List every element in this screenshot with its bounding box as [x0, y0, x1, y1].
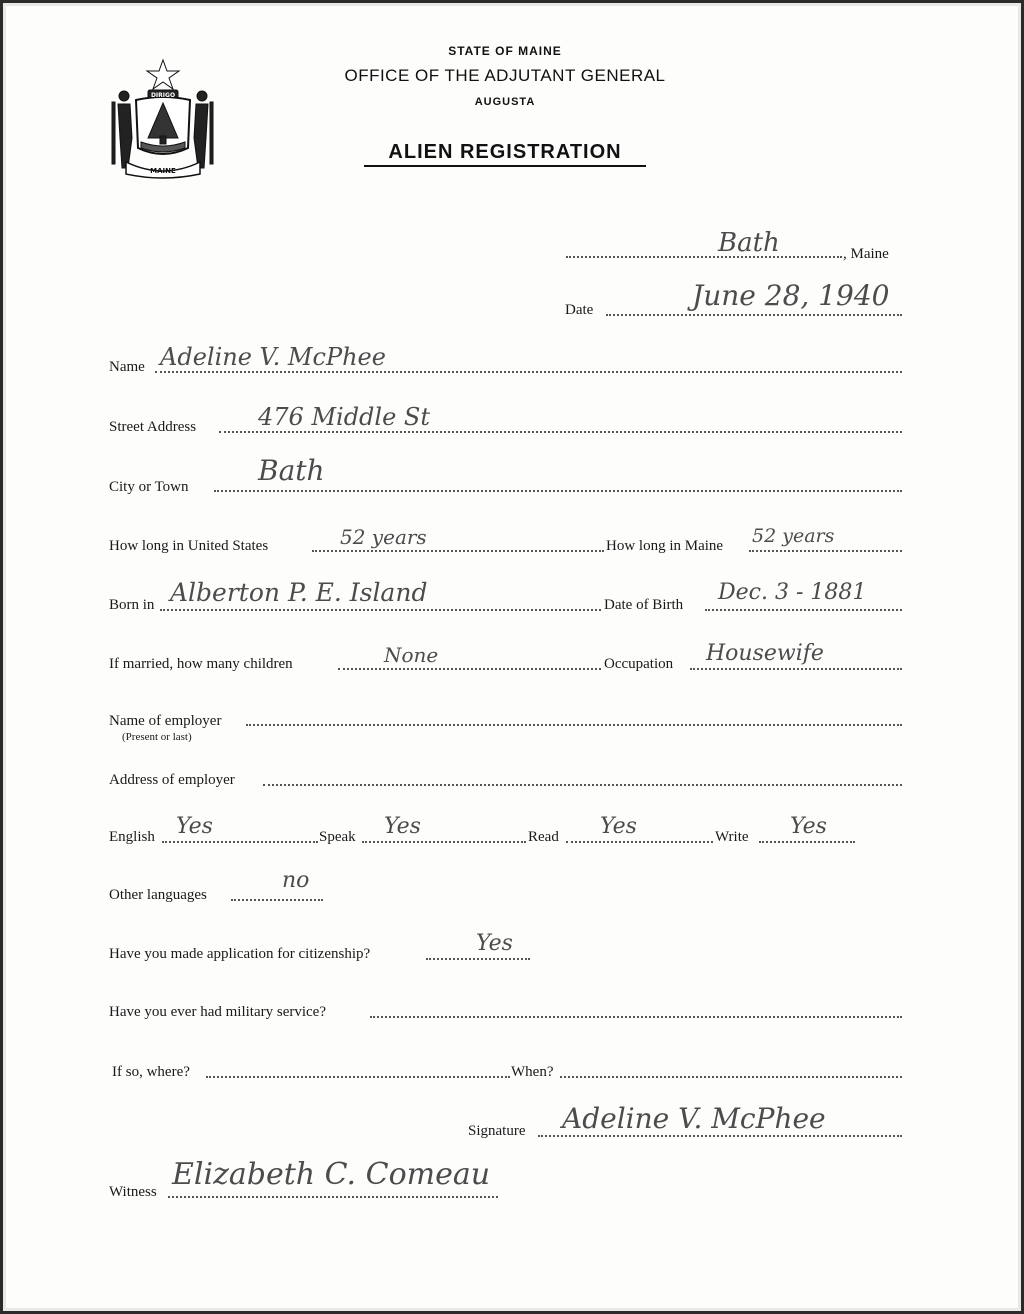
name-label: Name [109, 359, 145, 375]
date-value[interactable]: June 28, 1940 [692, 279, 890, 312]
employer-name-label: Name of employer [109, 713, 222, 729]
citizenship-value[interactable]: Yes [476, 931, 513, 956]
citizenship-line [426, 958, 530, 960]
state-heading: STATE OF MAINE [448, 44, 562, 58]
born-in-value[interactable]: Alberton P. E. Island [170, 578, 428, 607]
signature-value[interactable]: Adeline V. McPhee [562, 1102, 826, 1135]
read-value[interactable]: Yes [600, 814, 637, 839]
witness-line [168, 1196, 498, 1198]
children-line [338, 668, 601, 670]
street-address-value[interactable]: 476 Middle St [258, 403, 431, 431]
place-line [566, 256, 842, 258]
children-value[interactable]: None [384, 643, 439, 667]
english-value[interactable]: Yes [176, 814, 213, 839]
city-heading: AUGUSTA [474, 96, 536, 108]
how-long-maine-value[interactable]: 52 years [752, 525, 835, 547]
born-in-label: Born in [109, 597, 155, 613]
date-of-birth-value[interactable]: Dec. 3 - 1881 [718, 580, 867, 605]
employer-address-line [263, 784, 902, 786]
military-label: Have you ever had military service? [109, 1004, 326, 1020]
read-label: Read [528, 829, 559, 845]
write-value[interactable]: Yes [790, 814, 827, 839]
date-line [606, 314, 902, 316]
english-label: English [109, 829, 155, 845]
maine-state-seal-icon [108, 56, 218, 180]
witness-value[interactable]: Elizabeth C. Comeau [172, 1157, 491, 1192]
street-address-line [219, 431, 902, 433]
born-in-line [160, 609, 601, 611]
place-value[interactable]: Bath [718, 228, 780, 258]
speak-label: Speak [319, 829, 356, 845]
signature-line [538, 1135, 902, 1137]
place-suffix: , Maine [843, 246, 889, 262]
office-heading: OFFICE OF THE ADJUTANT GENERAL [344, 66, 666, 85]
date-of-birth-line [705, 609, 902, 611]
occupation-value[interactable]: Housewife [706, 641, 824, 666]
city-or-town-label: City or Town [109, 479, 189, 495]
citizenship-label: Have you made application for citizenship? [109, 946, 371, 962]
employer-address-label: Address of employer [109, 772, 235, 788]
date-of-birth-label: Date of Birth [604, 597, 684, 613]
how-long-us-value[interactable]: 52 years [340, 525, 427, 549]
english-line [162, 841, 318, 843]
occupation-label: Occupation [604, 656, 674, 672]
where-label: If so, where? [112, 1064, 190, 1080]
speak-line [362, 841, 526, 843]
employer-name-sublabel: (Present or last) [122, 731, 192, 743]
how-long-maine-label: How long in Maine [606, 538, 724, 554]
other-languages-label: Other languages [109, 887, 207, 903]
signature-label: Signature [468, 1123, 526, 1139]
how-long-us-line [312, 550, 604, 552]
when-label: When? [511, 1064, 554, 1080]
name-value[interactable]: Adeline V. McPhee [160, 343, 386, 371]
street-address-label: Street Address [109, 419, 197, 435]
other-languages-value[interactable]: no [282, 868, 310, 893]
where-line [206, 1076, 510, 1078]
occupation-line [690, 668, 902, 670]
city-or-town-value[interactable]: Bath [258, 454, 325, 487]
seal-motto: DIRIGO [150, 92, 176, 99]
how-long-us-label: How long in United States [109, 538, 269, 554]
write-label: Write [715, 829, 749, 845]
write-line [759, 841, 855, 843]
seal-banner: MAINE [150, 167, 176, 175]
name-line [155, 371, 902, 373]
when-line [560, 1076, 902, 1078]
speak-value[interactable]: Yes [384, 814, 421, 839]
military-line [370, 1016, 902, 1018]
read-line [566, 841, 713, 843]
witness-label: Witness [109, 1184, 157, 1200]
city-or-town-line [214, 490, 902, 492]
date-label: Date [565, 302, 594, 318]
form-title: ALIEN REGISTRATION [364, 141, 646, 167]
other-languages-line [231, 899, 323, 901]
how-long-maine-line [749, 550, 902, 552]
employer-name-line [246, 724, 902, 726]
children-label: If married, how many children [109, 656, 293, 672]
